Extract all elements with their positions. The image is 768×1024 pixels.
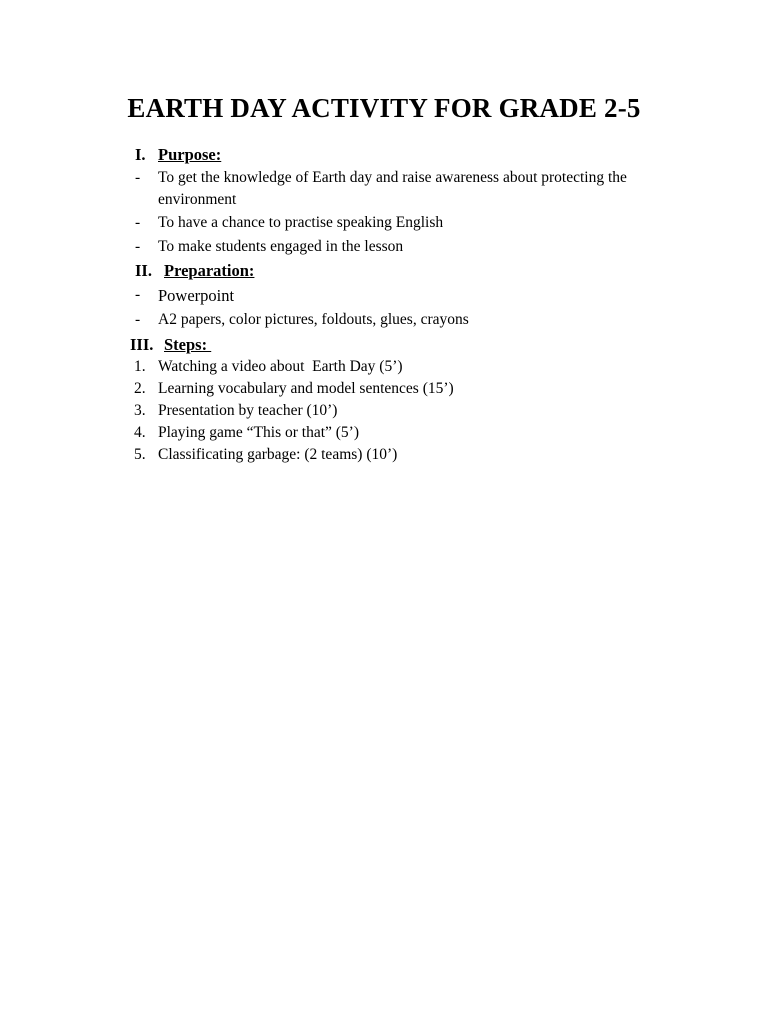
section-heading: Steps: [164,335,212,354]
step-item-text: Presentation by teacher (10’) [158,402,338,419]
section-heading: Purpose: [158,145,222,164]
bullet-marker: - [135,286,141,303]
section-preparation-heading [135,261,254,281]
purpose-item-text: To get the knowledge of Earth day and raise awareness about protecting the [158,169,627,186]
purpose-item-text: To make students engaged in the lesson [158,238,404,255]
step-number: 5. [134,446,146,463]
section-purpose-heading [135,145,221,165]
section-numeral: III. [130,335,154,354]
section-heading: Preparation: [164,261,255,280]
purpose-item-text-continued: environment [158,191,237,208]
step-number: 3. [134,402,146,419]
preparation-item-text: Powerpoint [158,286,235,305]
section-numeral: II. [135,261,152,280]
step-number: 4. [134,424,146,441]
step-item-text: Playing game “This or that” (5’) [158,424,360,441]
preparation-item-text: A2 papers, color pictures, foldouts, glues, crayons [158,311,469,328]
bullet-marker: - [135,311,141,328]
step-item-text: Classificating garbage: (2 teams) (10’) [158,446,398,463]
bullet-marker: - [135,238,141,255]
step-number: 1. [134,358,146,375]
bullet-marker: - [135,169,141,186]
purpose-item-text: To have a chance to practise speaking English [158,214,444,231]
bullet-marker: - [135,214,141,231]
step-item-text: Learning vocabulary and model sentences (15’) [158,380,454,397]
step-item-text: Watching a video about Earth Day (5’) [158,358,403,375]
section-numeral: I. [135,145,146,164]
section-steps-heading [130,335,211,355]
step-number: 2. [134,380,146,397]
document-title: EARTH DAY ACTIVITY FOR GRADE 2-5 [127,93,641,123]
